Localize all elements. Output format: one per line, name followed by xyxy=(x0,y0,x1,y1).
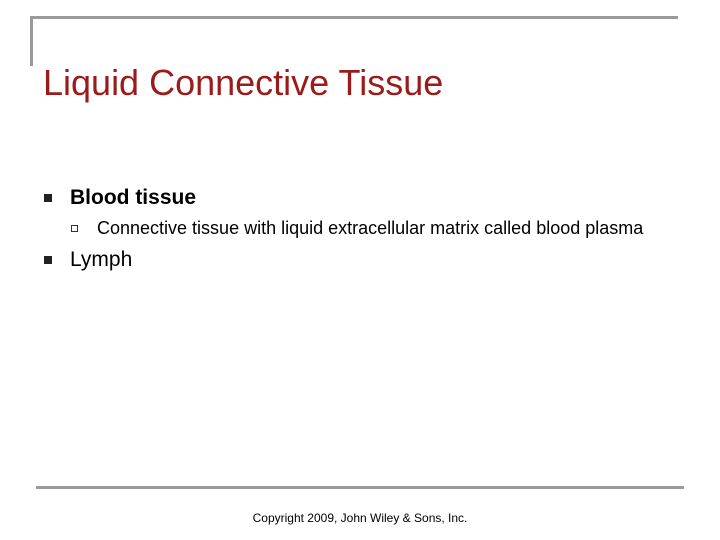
slide-title: Liquid Connective Tissue xyxy=(43,62,444,103)
square-bullet-icon xyxy=(44,194,52,202)
frame-top-line xyxy=(30,16,678,19)
bullet-item-blood-tissue xyxy=(43,185,673,239)
hollow-square-bullet-icon xyxy=(71,225,78,232)
bullet-list xyxy=(43,185,673,273)
sub-bullet-text: Connective tissue with liquid extracellular matrix called blood plasma xyxy=(97,218,644,238)
bullet-text: Blood tissue xyxy=(70,186,197,209)
bullet-item-lymph xyxy=(43,247,673,273)
footer-line xyxy=(36,486,684,489)
square-bullet-icon xyxy=(44,256,52,264)
copyright-footer: Copyright 2009, John Wiley & Sons, Inc. xyxy=(252,511,468,525)
frame-left-line xyxy=(30,16,33,66)
bullet-text: Lymph xyxy=(70,248,133,271)
sub-bullet-item xyxy=(70,217,657,239)
sub-bullet-list xyxy=(70,217,673,239)
